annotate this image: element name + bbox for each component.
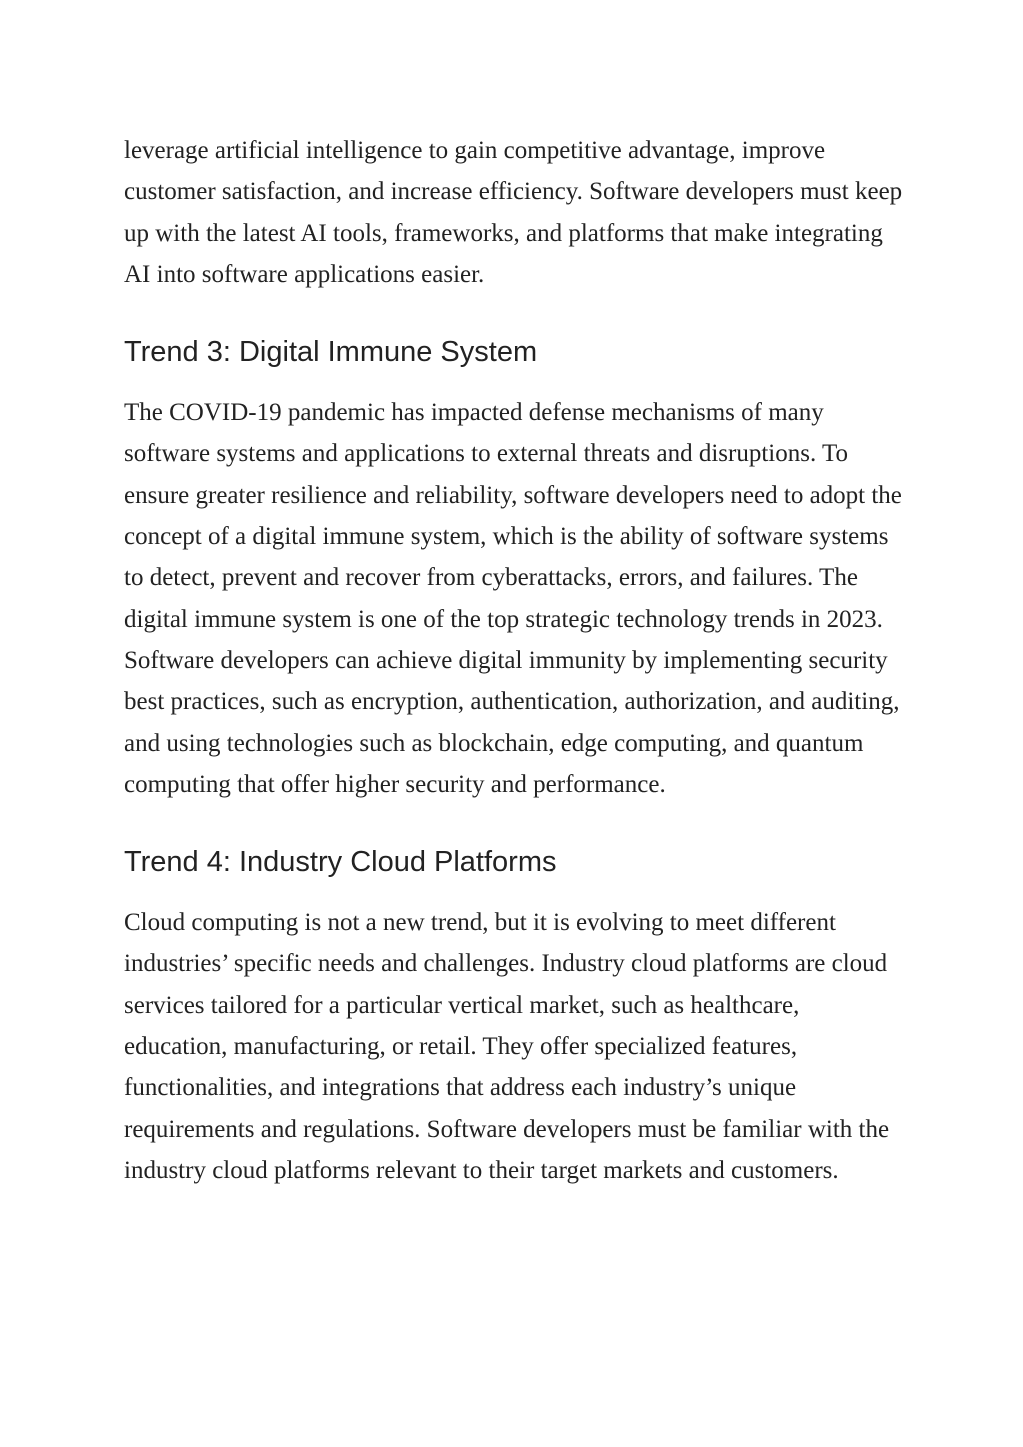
trend-4-heading: Trend 4: Industry Cloud Platforms — [124, 846, 557, 879]
trend-3-heading: Trend 3: Digital Immune System — [124, 336, 538, 369]
intro-paragraph: leverage artificial intelligence to gain competitive advantage, improve customer satisfaction, and increase efficiency. Software developers must keep up with the latest AI tools, frameworks, and platforms that make integrating AI into software applications easier. — [124, 137, 903, 288]
trend-4-paragraph: Cloud computing is not a new trend, but it is evolving to meet different industries’ specific needs and challenges. Industry cloud platforms are cloud services tailored for a particular vertical market, such as healthcare, education, manufacturing, or retail. They offer specialized features, functionalities, and integrations that address each industry’s unique requirements and regulations. Software developers must be familiar with the industry cloud platforms relevant to their target markets and customers. — [124, 909, 890, 1184]
trend-3-paragraph: The COVID-19 pandemic has impacted defense mechanisms of many software systems and applications to external threats and disruptions. To ensure greater resilience and reliability, software developers need to adopt the concept of a digital immune system, which is the ability of software systems to detect, prevent and recover from cyberattacks, errors, and failures. The digital immune system is one of the top strategic technology trends in 2023. Software developers can achieve digital immunity by implementing security best practices, such as encryption, authentication, authorization, and auditing, and using technologies such as blockchain, edge computing, and quantum computing that offer higher security and performance. — [124, 399, 902, 798]
document-page — [124, 130, 904, 1191]
